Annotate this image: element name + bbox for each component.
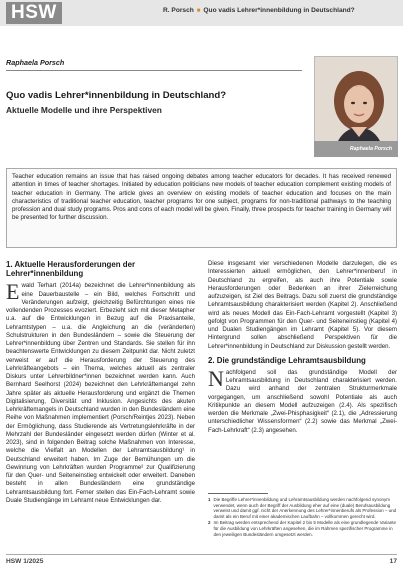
dropcap-n: N xyxy=(208,365,224,391)
article-subtitle: Aktuelle Modelle und ihre Perspektiven xyxy=(6,105,162,115)
footnote-rule xyxy=(208,493,268,494)
footnote-2-number: 2 xyxy=(208,520,211,526)
section-2-heading: 2. Die grundständige Lehramtsausbildung xyxy=(208,355,366,365)
footnotes xyxy=(208,497,397,538)
author-rule xyxy=(6,70,302,71)
section-2-text: achfolgend soll das grundständige Modell der Lehramtsausbildung in Deutschland charakterisiert werden. Dazu wird anhand der zentralen Strukturmerkmale vorgegangen, um anschließend sowohl Potentiale als auch Kritikpunkte an diesem Modell aufzuzeigen (2.4). Als spezifisch werden die Merkmale „Zwei-Phisphasigkeit“ (2.1), die „Adressierung unterschiedlicher Wissensformen“ (2.2) sowie das Merkmal „Zwei-Fach-Lehrkraft“ (2.3) angesehen. xyxy=(208,368,397,434)
journal-logo: HSW xyxy=(6,2,62,24)
running-header xyxy=(163,7,355,14)
running-title: Quo vadis Lehrer*innenbildung in Deutschland? xyxy=(203,7,355,14)
footnote-1-number: 1 xyxy=(208,497,211,502)
section-1-heading-line1: 1. Aktuelle Herausforderungen der xyxy=(6,260,136,269)
section-1-text: wald Terhart (2014a) bezeichnet die Lehrer*innenbildung als eine Dauerbaustelle – ein Bild, welches Fortschritt und Veränderungen aufzeigt, gleichzeitig Befürchtungen eines nie vollendenden Prozesses evoziert. Erbezieht sich mit dieser Metapher u.a. auf die Entwicklungen in Bezug auf die Praxisanteile, Lehramtstypen – u.a. die Angleichung an die (veränderten) Schulstrukturen in den Bundesländern – sowie die Steuerung der Lehrer*innenbildung über Zentren und Standards. Sie stellen für ihn beachtenswerte Entwicklungen zu diesem Zeitpunkt dar. Nicht zuletzt verweist er auf die Herausforderung der Steuerung des Lehrkräfteangebots – ein Thema, welches aktuell als zentraler Diskurs unter Lehrerbildner*innen bezeichnet werden kann. Auch Bernhard Seelhorst (2024) bezeichnet den Lehrkräftemangel zehn Jahre später als aktuelle Herausforderung und ergänzt die Themen Digitalisierung, Diversität und Inklusion. Angesichts des akuten Lehrkräftemangels in Deutschland wurden in den Bundesländern eine Reihe von Maßnahmen implementiert (Porsch/Reintjes 2023). Neben der Ermöglichung, dass Studierende als Vertretungslehrkräfte in der Mehrzahl der Bundesländer eingesetzt werden dürfen (Winter et al. 2023), sind in folgenden Beitrag solche Maßnahmen von Interesse, welche die Vielfalt an Modellen der Lehramtsausbildung¹ in Deutschland erweitert haben. Im Zuge der Bemühungen um die Gewinnung von Lehrkräften wurden Programme² zur Qualifizierung für den Quer- und Seiteneinstieg entwickelt oder erweitert. Daneben besteht in allen Bundesländern eine grundständige Lehramtsausbildung fort. Ferner stellen das Ein-Fach-Lehramt sowie Duale Studiengänge im Lehramt neue Entwicklungen dar. xyxy=(6,282,195,504)
section-2-paragraph xyxy=(208,365,397,435)
footnote-1-text: Die Begriffe Lehrer*innenbildung und Lehramtsausbildung werden nachfolgend synonym verwendet, wenn auch der Begriff der Ausbildung eher auf eine (duale) Berufsausbildung verweist und damit ggf. nicht der Anerkennung des Lehrer*innenberufs als Profession – und damit als ein Beruf mit einer akademischen Laufbahn – vollkommen gerecht wird. xyxy=(213,497,397,519)
right-column xyxy=(208,260,397,435)
running-author: R. Porsch xyxy=(163,7,194,14)
header-separator: ■ xyxy=(196,8,201,14)
page-number: 17 xyxy=(389,558,397,565)
abstract-box: Teacher education remains an issue that has raised ongoing debates among teacher educators for decades. It has received renewed attention in times of teacher shortages. Initiated by education politicians new models of teacher education complement existing models of teacher education in Germany. The article gives an overview on existing models of teacher education and focuses on the main characteristics of traditional teacher education, teacher programs for one subject, programs for non-traditional pathways to the teaching profession and dual study programs. Pros and cons of each model will be given. Finally, three prospects for teacher training in Germany will be presented for further discussion. xyxy=(6,168,397,248)
author-line: Raphaela Porsch xyxy=(6,58,65,67)
intro-continued-paragraph: Diese insgesamt vier verschiedenen Modelle darzulegen, die es Interessierten aktuell ermöglichen, den Lehrer*innenberuf in Deutschland zu ergreifen, als auch ihre Potentiale sowie Herausforderungen oder Bedenken an ihrer Zielerreichung aufzuzeigen, ist Ziel des Beitrags. Dazu soll zuerst die grundständige Lehramtsausbildung charakterisiert werden (Kapitel 2). Anschließend wird als neues Modell das Ein-Fach-Lehramt vorgestellt (Kapitel 3) gefolgt von Programmen für den Quer- und Seiteneinstieg (Kapitel 4) und Dualen Studiengängen im Lehramt (Kapitel 5). Vor diesem Hintergrund sollen abschließend Perspektiven für die Lehrer*innenbildung in Deutschland zur Diskussion gestellt werden. xyxy=(208,260,397,350)
dropcap-e: E xyxy=(6,279,20,305)
section-1-heading-line2: Lehrer*innenbildung xyxy=(6,269,84,279)
footnote-2 xyxy=(208,520,397,537)
left-column xyxy=(6,260,195,505)
footnote-1 xyxy=(208,497,397,519)
section-1-heading xyxy=(6,260,195,278)
footer-issue: HSW 1/2025 xyxy=(6,558,44,565)
footer-rule xyxy=(6,554,397,555)
article-title: Quo vadis Lehrer*innenbildung in Deutschland? xyxy=(6,90,227,101)
footnote-2-text: Im Beitrag werden entsprechend der Kapitel 2 bis 5 Modelle als eine grundlegende Variante für die Ausbildung von Lehrkräften angesehen, die im Rahmen spezifischer Programme in den jeweiligen Bundesländern umgesetzt werden. xyxy=(213,520,397,537)
section-1-paragraph xyxy=(6,279,195,505)
photo-caption: Raphaela Porsch xyxy=(314,141,398,157)
